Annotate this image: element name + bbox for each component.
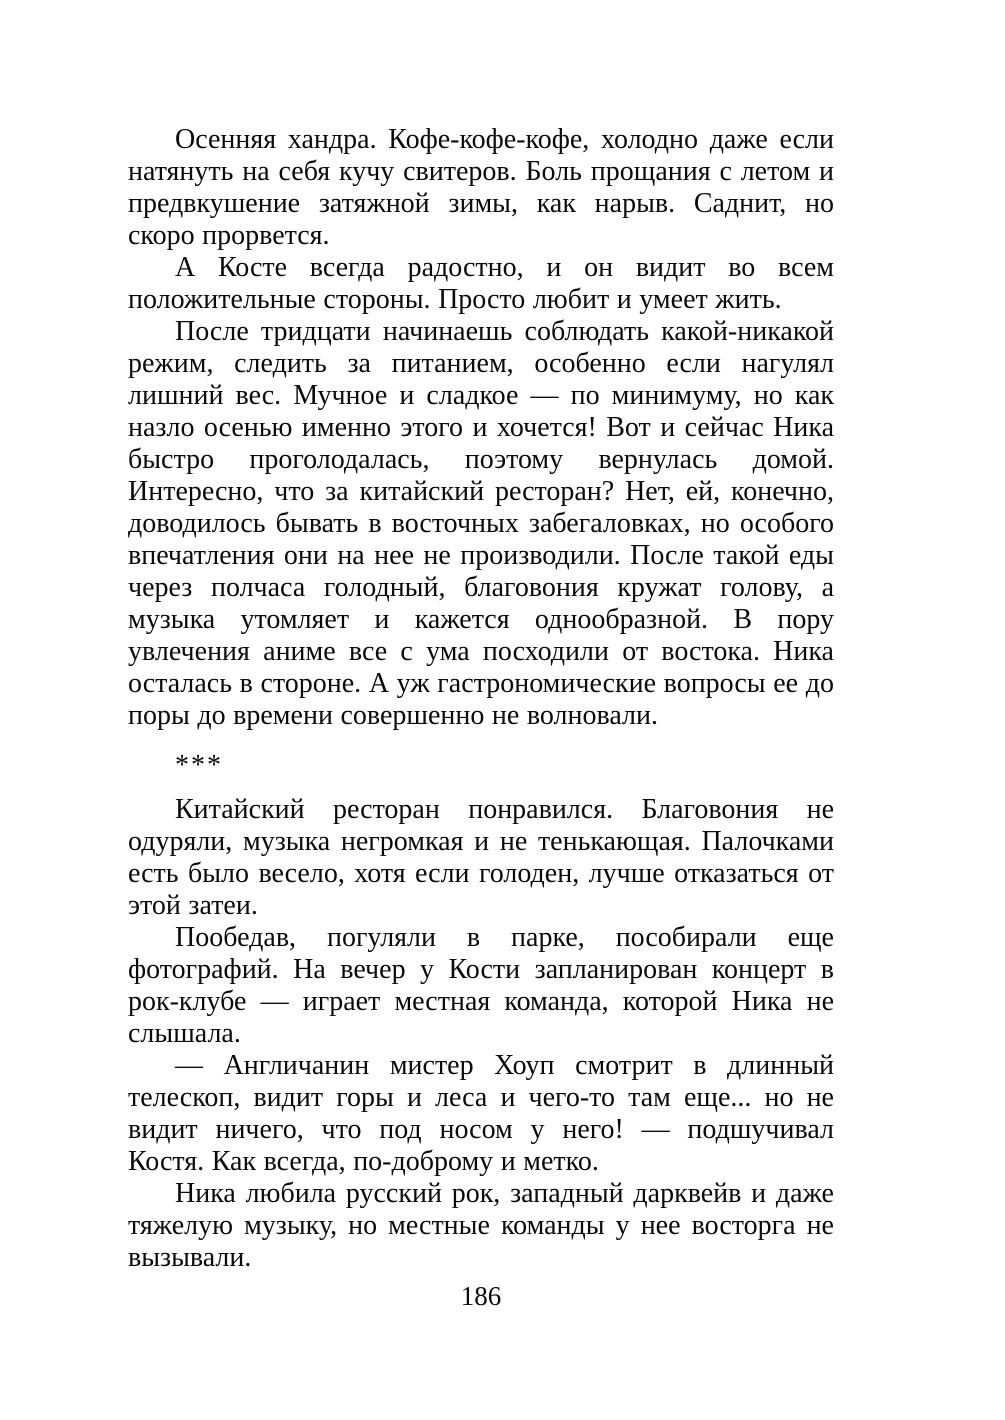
paragraph: После тридцати начинаешь соблюдать какой-никакой режим, следить за питанием, особенно если нагулял лишний вес. Мучное и сладкое — по минимуму, но как назло осенью именно этого и хочется! Вот и сейчас Ника быстро проголодалась, поэтому вернулась домой. Интересно, что за китайский ресторан? Нет, ей, конечно, доводилось бывать в восточных забегаловках, но особого впечатления они на нее не производили. После такой еды через полчаса голодный, благовония кружат голову, а музыка утомляет и кажется однообразной. В пору увлечения аниме все с ума посходили от востока. Ника осталась в стороне. А уж гастрономические вопросы ее до поры до времени совершенно не волновали. — [128, 316, 834, 731]
page-number: 186 — [460, 1281, 502, 1311]
paragraph: Пообедав, погуляли в парке, пособирали еще фотографий. На вечер у Кости запланирован концерт в рок-клубе — играет местная команда, которой Ника не слышала. — [128, 922, 834, 1049]
paragraph: Ника любила русский рок, западный дарквейв и даже тяжелую музыку, но местные команды у нее восторга не вызывали. — [128, 1178, 834, 1273]
section-separator: *** — [175, 750, 223, 781]
paragraph: Осенняя хандра. Кофе-кофе-кофе, холодно даже если натянуть на себя кучу свитеров. Боль прощания с летом и предвкушение затяжной зимы, как нарыв. Саднит, но скоро прорвется. — [128, 124, 834, 251]
text-block — [128, 124, 834, 1274]
paragraph: А Косте всегда радостно, и он видит во всем положительные стороны. Просто любит и умеет жить. — [128, 252, 834, 315]
dialogue-paragraph: — Англичанин мистер Хоуп смотрит в длинный телескоп, видит горы и леса и чего-то там еще... но не видит ничего, что под носом у него! — подшучивал Костя. Как всегда, по-доброму и метко. — [128, 1050, 834, 1177]
paragraph: Китайский ресторан понравился. Благовония не одуряли, музыка негромкая и не тенькающая. Палочками есть было весело, хотя если голоден, лучше отказаться от этой затеи. — [128, 794, 834, 921]
